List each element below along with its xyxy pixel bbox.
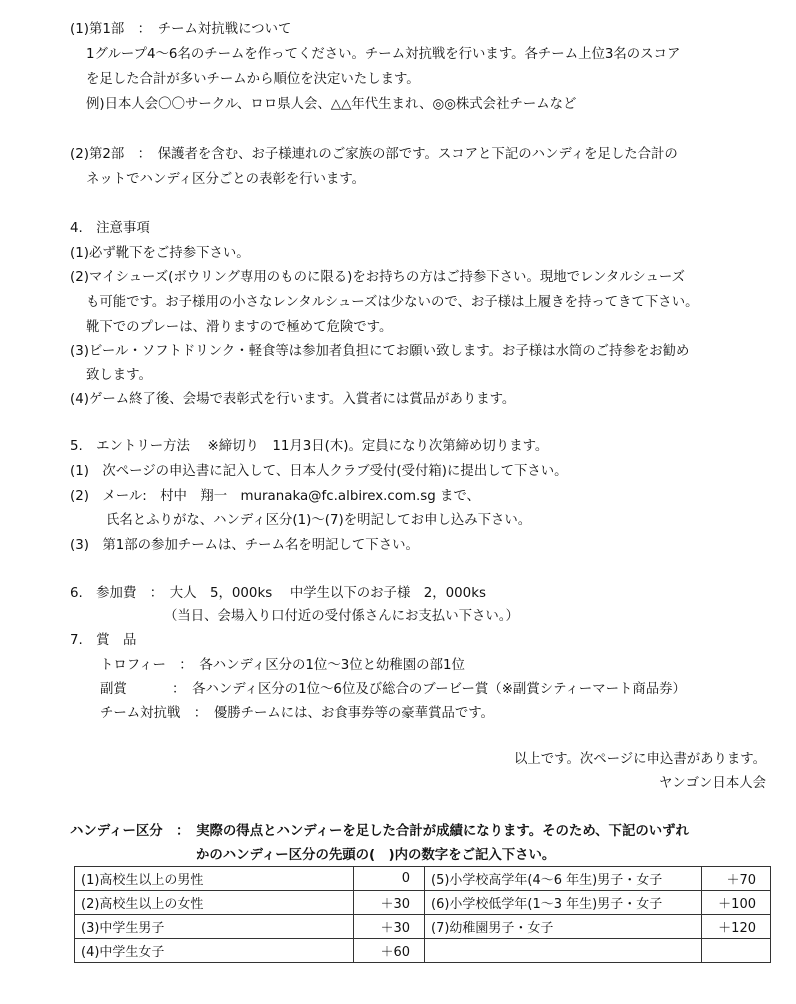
- handicap-category: (7)幼稚園男子・女子: [425, 915, 702, 939]
- handicap-category: (4)中学生女子: [75, 939, 354, 963]
- handicap-row: [75, 891, 771, 915]
- part1-line-2: を足した合計が多いチームから順位を決定いたします。: [86, 72, 420, 87]
- closing-line-1: 以上です。次ページに申込書があります。: [513, 752, 766, 767]
- handicap-category: (2)高校生以上の女性: [75, 891, 354, 915]
- entry-2-line-2: 氏名とふりがな、ハンディ区分(1)～(7)を明記してお申し込み下さい。: [106, 513, 532, 528]
- entry-3: (3) 第1部の参加チームは、チーム名を明記して下さい。: [70, 538, 419, 553]
- prize-sub-label: 副賞: [100, 682, 127, 697]
- part1-example: 例)日本人会〇〇サークル、ロロ県人会、△△年代生まれ、◎◎株式会社チームなど: [86, 97, 577, 112]
- note-2-line-2: も可能です。お子様用の小さなレンタルシューズは少ないので、お子様は上履きを持ってきて下さい。: [86, 295, 699, 310]
- handicap-category: (6)小学校低学年(1～3 年生)男子・女子: [425, 891, 702, 915]
- prize-team: チーム対抗戦 ： 優勝チームには、お食事券等の豪華賞品です。: [100, 706, 494, 721]
- handicap-row: [75, 915, 771, 939]
- note-2-line-3: 靴下でのプレーは、滑りますので極めて危険です。: [86, 320, 393, 335]
- part2-line-2: ネットでハンディ区分ごとの表彰を行います。: [86, 172, 366, 187]
- closing-org: ヤンゴン日本人会: [659, 776, 766, 791]
- handicap-category: (1)高校生以上の男性: [75, 867, 354, 891]
- handicap-category: (5)小学校高学年(4～6 年生)男子・女子: [425, 867, 702, 891]
- entry-heading: 5. エントリー方法 ※締切り 11月3日(木)。定員になり次第締め切ります。: [70, 439, 549, 454]
- note-2-line-1: (2)マイシューズ(ボウリング専用のものに限る)をお持ちの方はご持参下さい。現地でレンタルシューズ: [70, 270, 685, 285]
- handicap-category: (3)中学生男子: [75, 915, 354, 939]
- handicap-category: [425, 939, 702, 963]
- note-3-line-1: (3)ビール・ソフトドリンク・軽食等は参加者負担にてお願い致します。お子様は水筒のご持参をお勧め: [70, 344, 690, 359]
- prize-sub-text: ： 各ハンディ区分の1位～6位及び総合のブービー賞（※副賞シティーマート商品券）: [172, 682, 686, 697]
- handicap-value: ＋100: [702, 891, 771, 915]
- handicap-value: ＋120: [702, 915, 771, 939]
- part1-heading: (1)第1部 ： チーム対抗戦について: [70, 22, 292, 37]
- note-4: (4)ゲーム終了後、会場で表彰式を行います。入賞者には賞品があります。: [70, 392, 516, 407]
- handicap-value: ＋70: [702, 867, 771, 891]
- part2-line-1: (2)第2部 ： 保護者を含む、お子様連れのご家族の部です。スコアと下記のハンディを足した合計の: [70, 147, 678, 162]
- handicap-value: ＋30: [354, 891, 425, 915]
- handicap-row: [75, 939, 771, 963]
- notes-heading: 4. 注意事項: [70, 221, 150, 236]
- handicap-value: ＋30: [354, 915, 425, 939]
- entry-2-line-1: (2) メール: 村中 翔一 muranaka@fc.albirex.com.sg まで、: [70, 489, 480, 504]
- handicap-value: 0: [354, 867, 425, 891]
- fee-note: （当日、会場入り口付近の受付係さんにお支払い下さい。）: [164, 609, 519, 624]
- handicap-value: ＋60: [354, 939, 425, 963]
- handicap-intro-line-2: かのハンディー区分の先頭の( )内の数字をご記入下さい。: [196, 848, 556, 863]
- entry-1: (1) 次ページの申込書に記入して、日本人クラブ受付(受付箱)に提出して下さい。: [70, 464, 568, 479]
- prize-trophy: トロフィー ： 各ハンディ区分の1位～3位と幼稚園の部1位: [100, 658, 465, 673]
- handicap-table: [74, 866, 771, 963]
- handicap-value: [702, 939, 771, 963]
- note-1: (1)必ず靴下をご持参下さい。: [70, 246, 250, 261]
- handicap-row: [75, 867, 771, 891]
- handicap-intro-line-1: ハンディー区分 ： 実際の得点とハンディーを足した合計が成績になります。そのため、下記のいずれ: [70, 824, 689, 839]
- prizes-heading: 7. 賞 品: [70, 633, 137, 648]
- fee-line: 6. 参加費 ： 大人 5，000ks 中学生以下のお子様 2，000ks: [70, 586, 486, 601]
- note-3-line-2: 致します。: [86, 368, 152, 383]
- part1-line-1: 1グループ4～6名のチームを作ってください。チーム対抗戦を行います。各チーム上位3名のスコア: [86, 47, 681, 62]
